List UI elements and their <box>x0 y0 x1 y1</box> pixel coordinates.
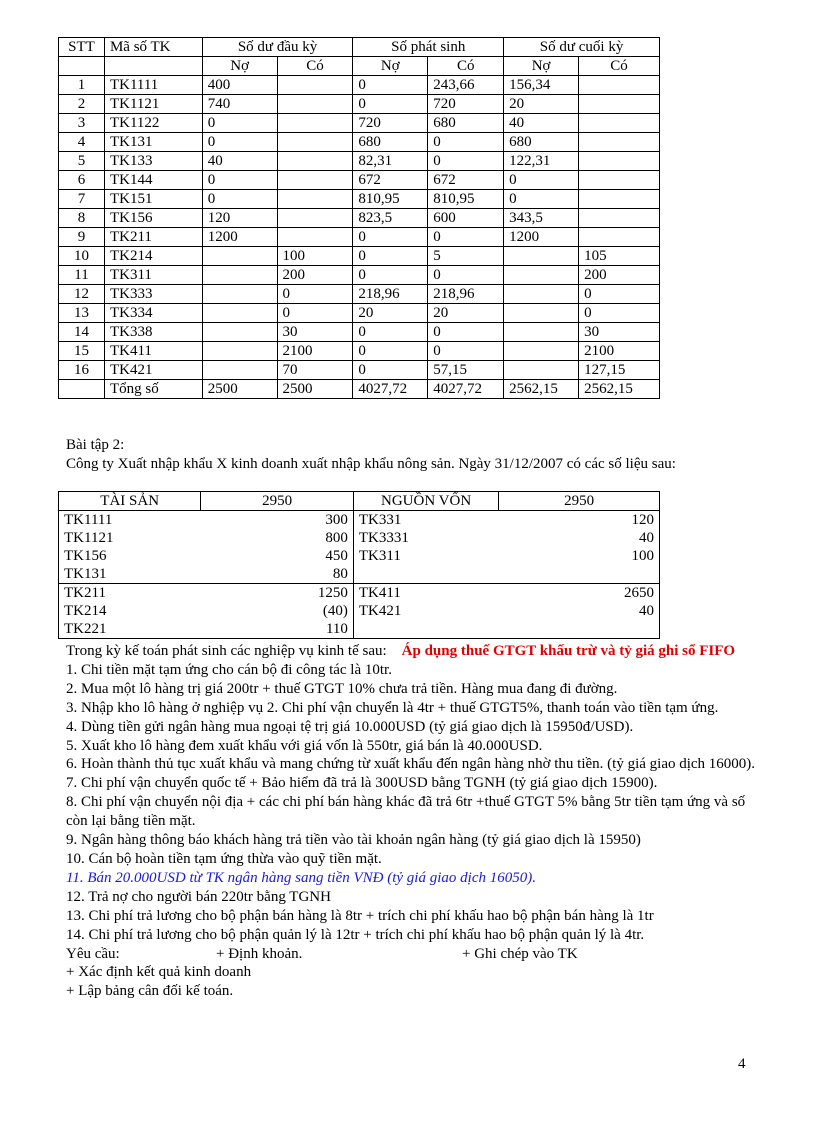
table-row <box>59 304 660 323</box>
source-account <box>353 565 498 584</box>
table-cell <box>504 285 579 304</box>
asset-value: 300 <box>201 511 354 530</box>
table-cell: 740 <box>202 95 277 114</box>
table-cell: 1200 <box>504 228 579 247</box>
table-cell: TK151 <box>104 190 202 209</box>
table-cell: 672 <box>353 171 428 190</box>
asset-value: 800 <box>201 529 354 547</box>
transactions-lead: Trong kỳ kế toán phát sinh các nghiệp vụ kinh tế sau: Áp dụng thuế GTGT khấu trừ và tỷ giá ghi sổ FIFO <box>66 643 736 659</box>
table-cell <box>202 342 277 361</box>
table-cell: 400 <box>202 76 277 95</box>
table-cell: 0 <box>504 171 579 190</box>
header-opening-credit: Có <box>277 57 353 76</box>
table-cell: 0 <box>579 304 660 323</box>
asset-value: 450 <box>201 547 354 565</box>
source-account: TK421 <box>353 602 498 620</box>
table-cell: 20 <box>353 304 428 323</box>
page-number: 4 <box>738 1056 746 1072</box>
table-cell <box>504 342 579 361</box>
table-row <box>59 152 660 171</box>
table-cell: 0 <box>428 266 504 285</box>
table-cell <box>202 304 277 323</box>
table-cell <box>504 266 579 285</box>
table-cell: 0 <box>428 152 504 171</box>
table-cell: TK1122 <box>104 114 202 133</box>
header-movement: Số phát sinh <box>353 38 504 57</box>
header-closing: Số dư cuối kỳ <box>504 38 660 57</box>
header-account: Mã số TK <box>104 38 202 57</box>
balance-row <box>59 602 660 620</box>
transaction-item-11: 11. Bán 20.000USD từ TK ngân hàng sang tiền VNĐ (tỷ giá giao dịch 16050). <box>66 869 536 886</box>
table-cell: 680 <box>353 133 428 152</box>
transaction-item: 13. Chi phí trả lương cho bộ phận bán hàng là 8tr + trích chi phí khấu hao bộ phận bán hàng là 1tr <box>66 907 654 924</box>
source-account: TK411 <box>353 584 498 603</box>
table-cell <box>277 190 353 209</box>
requirements-label: Yêu cầu: <box>66 945 120 962</box>
sources-header: NGUỒN VỐN <box>353 492 498 511</box>
transaction-item: 1. Chi tiền mặt tạm ứng cho cán bộ đi công tác là 10tr. <box>66 661 392 678</box>
table-cell: 70 <box>277 361 353 380</box>
table-cell: 30 <box>579 323 660 342</box>
table-cell <box>504 304 579 323</box>
table-cell: 120 <box>202 209 277 228</box>
table-cell <box>579 152 660 171</box>
table-cell: 0 <box>353 76 428 95</box>
table-cell: 11 <box>59 266 105 285</box>
requirements-line <box>66 945 756 964</box>
total-row <box>59 380 660 399</box>
asset-value: 110 <box>201 620 354 639</box>
table-cell <box>202 266 277 285</box>
table-row <box>59 95 660 114</box>
source-value <box>499 620 660 639</box>
table-cell: TK421 <box>104 361 202 380</box>
table-cell <box>202 285 277 304</box>
table-cell: 0 <box>353 323 428 342</box>
table-cell: TK1111 <box>104 76 202 95</box>
sources-total: 2950 <box>499 492 660 511</box>
balance-row <box>59 511 660 530</box>
table-cell: 218,96 <box>353 285 428 304</box>
table-cell <box>579 133 660 152</box>
table-cell: 243,66 <box>428 76 504 95</box>
source-account: TK3331 <box>353 529 498 547</box>
table-cell: 0 <box>202 133 277 152</box>
table-cell: 57,15 <box>428 361 504 380</box>
table-cell: 343,5 <box>504 209 579 228</box>
transaction-item: 5. Xuất kho lô hàng đem xuất khẩu với giá vốn là 550tr, giá bán là 40.000USD. <box>66 737 543 754</box>
table-cell: 6 <box>59 171 105 190</box>
table-cell <box>579 228 660 247</box>
table-cell <box>202 323 277 342</box>
asset-account: TK156 <box>59 547 201 565</box>
table-cell: 13 <box>59 304 105 323</box>
asset-value: 1250 <box>201 584 354 603</box>
table-cell <box>579 95 660 114</box>
table-cell <box>277 114 353 133</box>
table-cell: 0 <box>353 266 428 285</box>
table-cell: 0 <box>428 133 504 152</box>
table-cell: 0 <box>353 342 428 361</box>
table-cell: 4 <box>59 133 105 152</box>
header-movement-credit: Có <box>428 57 504 76</box>
table-cell: 5 <box>59 152 105 171</box>
transaction-item: 7. Chi phí vận chuyển quốc tế + Bảo hiểm đã trả là 300USD bằng TGNH (tỷ giá giao dịch 15900). <box>66 775 658 792</box>
table-cell <box>579 114 660 133</box>
source-value: 40 <box>499 602 660 620</box>
assets-total: 2950 <box>201 492 354 511</box>
table-cell: 2100 <box>277 342 353 361</box>
table-row <box>59 266 660 285</box>
table-row <box>59 190 660 209</box>
table-cell: 3 <box>59 114 105 133</box>
header-closing-debit: Nợ <box>504 57 579 76</box>
table-cell: 0 <box>202 171 277 190</box>
requirement-2: + Ghi chép vào TK <box>462 945 578 962</box>
balance-row <box>59 565 660 584</box>
table-cell: 105 <box>579 247 660 266</box>
table-cell: 0 <box>277 304 353 323</box>
table-cell: 100 <box>277 247 353 266</box>
table-cell: 7 <box>59 190 105 209</box>
balance-sheet-table <box>58 491 660 639</box>
table-cell: 720 <box>428 95 504 114</box>
table-row <box>59 361 660 380</box>
table-cell: 20 <box>504 95 579 114</box>
source-value: 120 <box>499 511 660 530</box>
table-row <box>59 323 660 342</box>
table-cell: TK214 <box>104 247 202 266</box>
table-cell: 810,95 <box>353 190 428 209</box>
header-opening: Số dư đầu kỳ <box>202 38 353 57</box>
asset-account: TK221 <box>59 620 201 639</box>
source-value: 2650 <box>499 584 660 603</box>
header-opening-debit: Nợ <box>202 57 277 76</box>
requirement-3: + Xác định kết quả kinh doanh <box>66 964 252 981</box>
transactions-section <box>66 642 756 1001</box>
table-cell: 0 <box>353 95 428 114</box>
asset-account: TK214 <box>59 602 201 620</box>
table-cell: 218,96 <box>428 285 504 304</box>
table-cell: TK1121 <box>104 95 202 114</box>
table-cell: 1200 <box>202 228 277 247</box>
total-cell: 2500 <box>277 380 353 399</box>
header-stt: STT <box>59 38 105 57</box>
table-row <box>59 76 660 95</box>
table-cell: 823,5 <box>353 209 428 228</box>
table-cell <box>277 133 353 152</box>
table-cell: 0 <box>277 285 353 304</box>
table-row <box>59 171 660 190</box>
table-cell <box>277 95 353 114</box>
table-cell: 0 <box>428 323 504 342</box>
table-cell: 82,31 <box>353 152 428 171</box>
table-cell: 20 <box>428 304 504 323</box>
table-cell: 122,31 <box>504 152 579 171</box>
table-cell: 5 <box>428 247 504 266</box>
table-cell: 680 <box>504 133 579 152</box>
transaction-item: 8. Chi phí vận chuyển nội địa + các chi phí bán hàng khác đã trả 6tr +thuế GTGT 5% bằng 5tr tiền tạm ứng và số còn lại bằng tiền mặt. <box>66 794 746 830</box>
table-cell: TK156 <box>104 209 202 228</box>
table-cell: TK144 <box>104 171 202 190</box>
table-cell: 14 <box>59 323 105 342</box>
table-cell <box>277 76 353 95</box>
table-cell: 40 <box>504 114 579 133</box>
table-row <box>59 209 660 228</box>
asset-value: 80 <box>201 565 354 584</box>
balance-row <box>59 547 660 565</box>
table-cell <box>504 247 579 266</box>
table-cell: TK333 <box>104 285 202 304</box>
table-cell: 156,34 <box>504 76 579 95</box>
table-row <box>59 228 660 247</box>
source-value <box>499 565 660 584</box>
table-row <box>59 114 660 133</box>
table-cell: TK411 <box>104 342 202 361</box>
table-row <box>59 285 660 304</box>
asset-account: TK1121 <box>59 529 201 547</box>
asset-account: TK131 <box>59 565 201 584</box>
requirement-1: + Định khoản. <box>216 945 303 962</box>
table-cell: 12 <box>59 285 105 304</box>
table-cell <box>579 190 660 209</box>
table-cell: 127,15 <box>579 361 660 380</box>
table-row <box>59 342 660 361</box>
source-account: TK311 <box>353 547 498 565</box>
transaction-item: 12. Trả nợ cho người bán 220tr bằng TGNH <box>66 888 331 905</box>
asset-value: (40) <box>201 602 354 620</box>
table-row <box>59 247 660 266</box>
total-cell: 2562,15 <box>504 380 579 399</box>
balance-row <box>59 584 660 603</box>
table-cell: 810,95 <box>428 190 504 209</box>
method-note: Áp dụng thuế GTGT khấu trừ và tỷ giá ghi sổ FIFO <box>401 643 736 659</box>
table-cell: 2100 <box>579 342 660 361</box>
source-value: 100 <box>499 547 660 565</box>
table-cell: 0 <box>579 285 660 304</box>
table-cell: TK131 <box>104 133 202 152</box>
table-cell: TK311 <box>104 266 202 285</box>
table-cell <box>277 209 353 228</box>
table-cell <box>579 209 660 228</box>
table-cell <box>277 152 353 171</box>
table-row <box>59 133 660 152</box>
assets-header: TÀI SẢN <box>59 492 201 511</box>
table-cell: 200 <box>579 266 660 285</box>
table-cell: 720 <box>353 114 428 133</box>
table-cell: TK338 <box>104 323 202 342</box>
total-cell: 2500 <box>202 380 277 399</box>
table-cell <box>202 361 277 380</box>
balance-sheet-body <box>59 492 660 639</box>
trial-balance-body <box>59 76 660 399</box>
exercise-intro-text: Công ty Xuất nhập khẩu X kinh doanh xuất nhập khẩu nông sản. Ngày 31/12/2007 có các số liệu sau: <box>66 455 676 472</box>
requirement-4: + Lập bảng cân đối kế toán. <box>66 983 234 1000</box>
table-cell <box>277 171 353 190</box>
source-value: 40 <box>499 529 660 547</box>
table-cell: 0 <box>504 190 579 209</box>
table-cell: 16 <box>59 361 105 380</box>
total-cell: 4027,72 <box>428 380 504 399</box>
asset-account: TK211 <box>59 584 201 603</box>
table-cell: 0 <box>428 228 504 247</box>
table-cell: 600 <box>428 209 504 228</box>
transaction-item: 6. Hoàn thành thủ tục xuất khẩu và mang chứng từ xuất khẩu đến ngân hàng nhờ thu tiền. (tỷ giá giao dịch 16000). <box>66 756 756 773</box>
table-cell <box>579 76 660 95</box>
table-cell: 0 <box>353 361 428 380</box>
table-cell: 9 <box>59 228 105 247</box>
table-cell: 8 <box>59 209 105 228</box>
total-cell: Tổng số <box>104 380 202 399</box>
transaction-item: 4. Dùng tiền gửi ngân hàng mua ngoại tệ trị giá 10.000USD (tỷ giá giao dịch là 15950đ/USD). <box>66 718 634 735</box>
table-cell: 672 <box>428 171 504 190</box>
balance-row <box>59 529 660 547</box>
table-cell <box>202 247 277 266</box>
table-cell: TK334 <box>104 304 202 323</box>
table-cell: TK211 <box>104 228 202 247</box>
table-cell: 1 <box>59 76 105 95</box>
table-cell: TK133 <box>104 152 202 171</box>
transaction-item: 10. Cán bộ hoàn tiền tạm ứng thừa vào quỹ tiền mặt. <box>66 850 382 867</box>
table-cell: 0 <box>353 247 428 266</box>
table-cell: 40 <box>202 152 277 171</box>
transaction-item: 9. Ngân hàng thông báo khách hàng trả tiền vào tài khoản ngân hàng (tỷ giá giao dịch là 15950) <box>66 832 641 849</box>
table-cell: 0 <box>202 114 277 133</box>
header-movement-debit: Nợ <box>353 57 428 76</box>
transaction-list-2 <box>66 888 756 945</box>
source-account: TK331 <box>353 511 498 530</box>
table-cell: 200 <box>277 266 353 285</box>
table-cell: 2 <box>59 95 105 114</box>
total-cell <box>59 380 105 399</box>
table-cell <box>504 323 579 342</box>
balance-row <box>59 620 660 639</box>
table-cell: 0 <box>428 342 504 361</box>
header-closing-credit: Có <box>579 57 660 76</box>
table-cell <box>277 228 353 247</box>
table-cell: 0 <box>353 228 428 247</box>
table-cell: 15 <box>59 342 105 361</box>
total-cell: 2562,15 <box>579 380 660 399</box>
table-cell: 680 <box>428 114 504 133</box>
exercise-intro <box>66 436 746 473</box>
table-cell <box>504 361 579 380</box>
total-cell: 4027,72 <box>353 380 428 399</box>
trial-balance-table <box>58 37 660 399</box>
table-cell: 30 <box>277 323 353 342</box>
transaction-item: 14. Chi phí trả lương cho bộ phận quản lý là 12tr + trích chi phí khấu hao bộ phận quản lý là 4tr. <box>66 926 645 943</box>
table-cell <box>579 171 660 190</box>
table-cell: 0 <box>202 190 277 209</box>
source-account <box>353 620 498 639</box>
exercise-title: Bài tập 2: <box>66 437 125 453</box>
asset-account: TK1111 <box>59 511 201 530</box>
transaction-item: 2. Mua một lô hàng trị giá 200tr + thuế GTGT 10% chưa trả tiền. Hàng mua đang đi đường. <box>66 680 618 697</box>
transaction-item: 3. Nhập kho lô hàng ở nghiệp vụ 2. Chi phí vận chuyển là 4tr + thuế GTGT5%, thanh toán vào tiền tạm ứng. <box>66 699 719 716</box>
transaction-list <box>66 661 756 869</box>
table-cell: 10 <box>59 247 105 266</box>
